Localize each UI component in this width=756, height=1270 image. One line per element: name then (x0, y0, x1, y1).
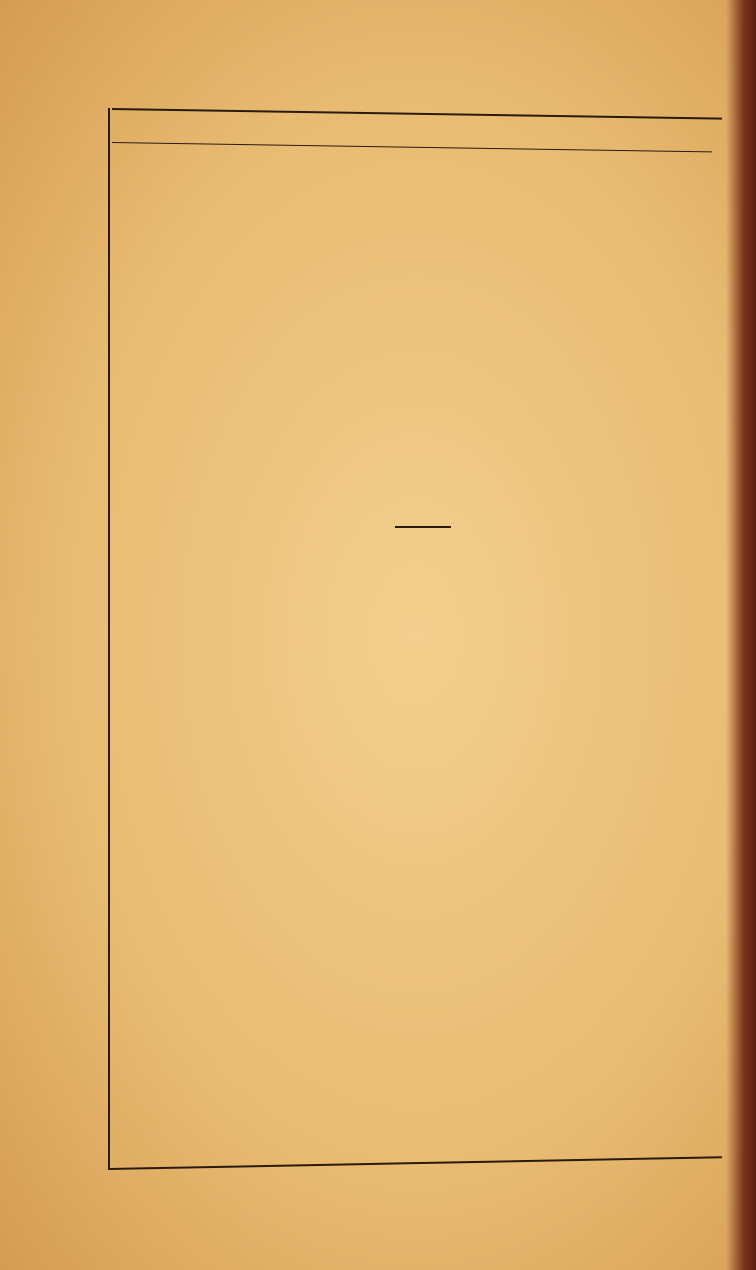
side-advertisement-outer (52, 115, 101, 1215)
left-rule (108, 108, 110, 1170)
book-edge (726, 0, 756, 1270)
section-divider (395, 526, 451, 528)
